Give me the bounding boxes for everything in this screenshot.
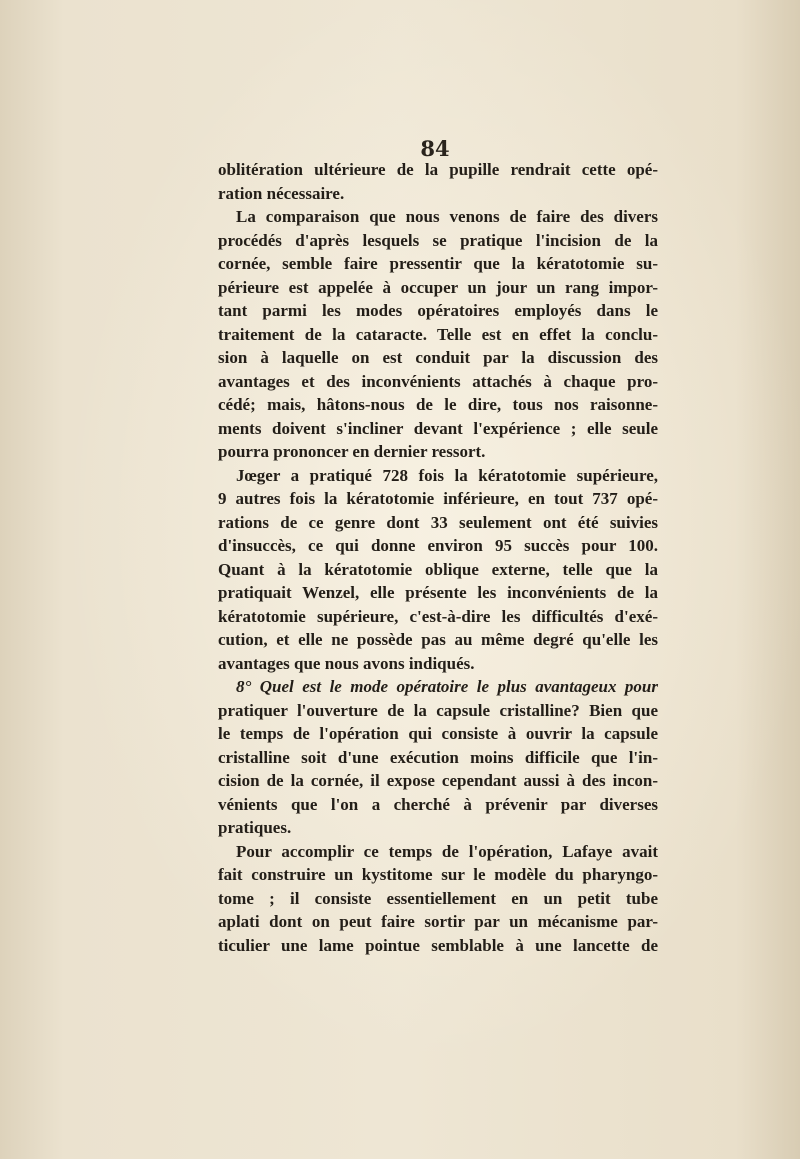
text-line: procédés d'après lesquels se pratique l'incision de la	[218, 230, 658, 250]
text-line-italic: 8° Quel est le mode opératoire le plus avantageux pour	[236, 677, 658, 696]
text-line: Pour accomplir ce temps de l'opération, Lafaye avait	[236, 841, 658, 861]
text-line: ration nécessaire.	[218, 183, 345, 203]
text-line: oblitération ultérieure de la pupille rendrait cette opé-	[218, 160, 658, 179]
text-line: d'insuccès, ce qui donne environ 95 succès pour 100.	[218, 536, 658, 555]
text-line: tant parmi les modes opératoires employés dans le	[218, 301, 658, 320]
text-line: Quant à la kératotomie oblique externe, telle que la	[218, 559, 658, 579]
text-line: avantages et des inconvénients attachés à chaque pro-	[218, 371, 658, 391]
text-line: sion à laquelle on est conduit par la discussion des	[218, 348, 658, 367]
text-line: vénients que l'on a cherché à prévenir par diverses	[218, 794, 658, 814]
text-line: 9 autres fois la kératotomie inférieure, en tout 737 opé-	[218, 489, 658, 508]
text-line: ments doivent s'incliner devant l'expérience ; elle seule	[218, 418, 658, 438]
page-number: 84	[420, 136, 450, 161]
text-line: fait construire un kystitome sur le modèle du pharyngo-	[218, 865, 658, 884]
body-text	[218, 158, 658, 957]
text-line: avantages que nous avons indiqués.	[218, 653, 475, 673]
text-line: pratiquait Wenzel, elle présente les inconvénients de la	[218, 583, 658, 602]
text-line: ticulier une lame pointue semblable à une lancette de	[218, 935, 658, 955]
text-line: cision de la cornée, il expose cependant aussi à des incon-	[218, 771, 658, 790]
text-line: kératotomie supérieure, c'est-à-dire les difficultés d'exé-	[218, 606, 658, 626]
text-line: aplati dont on peut faire sortir par un mécanisme par-	[218, 912, 658, 931]
text-line: pratiques.	[218, 818, 292, 837]
text-line: périeure est appelée à occuper un jour un rang impor-	[218, 277, 658, 297]
text-line: le temps de l'opération qui consiste à ouvrir la capsule	[218, 724, 658, 743]
text-line: La comparaison que nous venons de faire des divers	[236, 207, 658, 226]
text-line: Jœger a pratiqué 728 fois la kératotomie supérieure,	[236, 465, 658, 485]
text-line: cornée, semble faire pressentir que la kératotomie su-	[218, 254, 658, 273]
text-line: cédé; mais, hâtons-nous de le dire, tous nos raisonne-	[218, 395, 658, 414]
text-line: pratiquer l'ouverture de la capsule cristalline? Bien que	[218, 700, 658, 720]
text-line: tome ; il consiste essentiellement en un petit tube	[218, 888, 658, 908]
text-line: pourra prononcer en dernier ressort.	[218, 442, 486, 461]
text-line: rations de ce genre dont 33 seulement ont été suivies	[218, 512, 658, 532]
text-line: cristalline soit d'une exécution moins difficile que l'in-	[218, 747, 658, 767]
text-line: cution, et elle ne possède pas au même degré qu'elle les	[218, 630, 658, 649]
text-line: traitement de la cataracte. Telle est en effet la conclu-	[218, 324, 658, 344]
